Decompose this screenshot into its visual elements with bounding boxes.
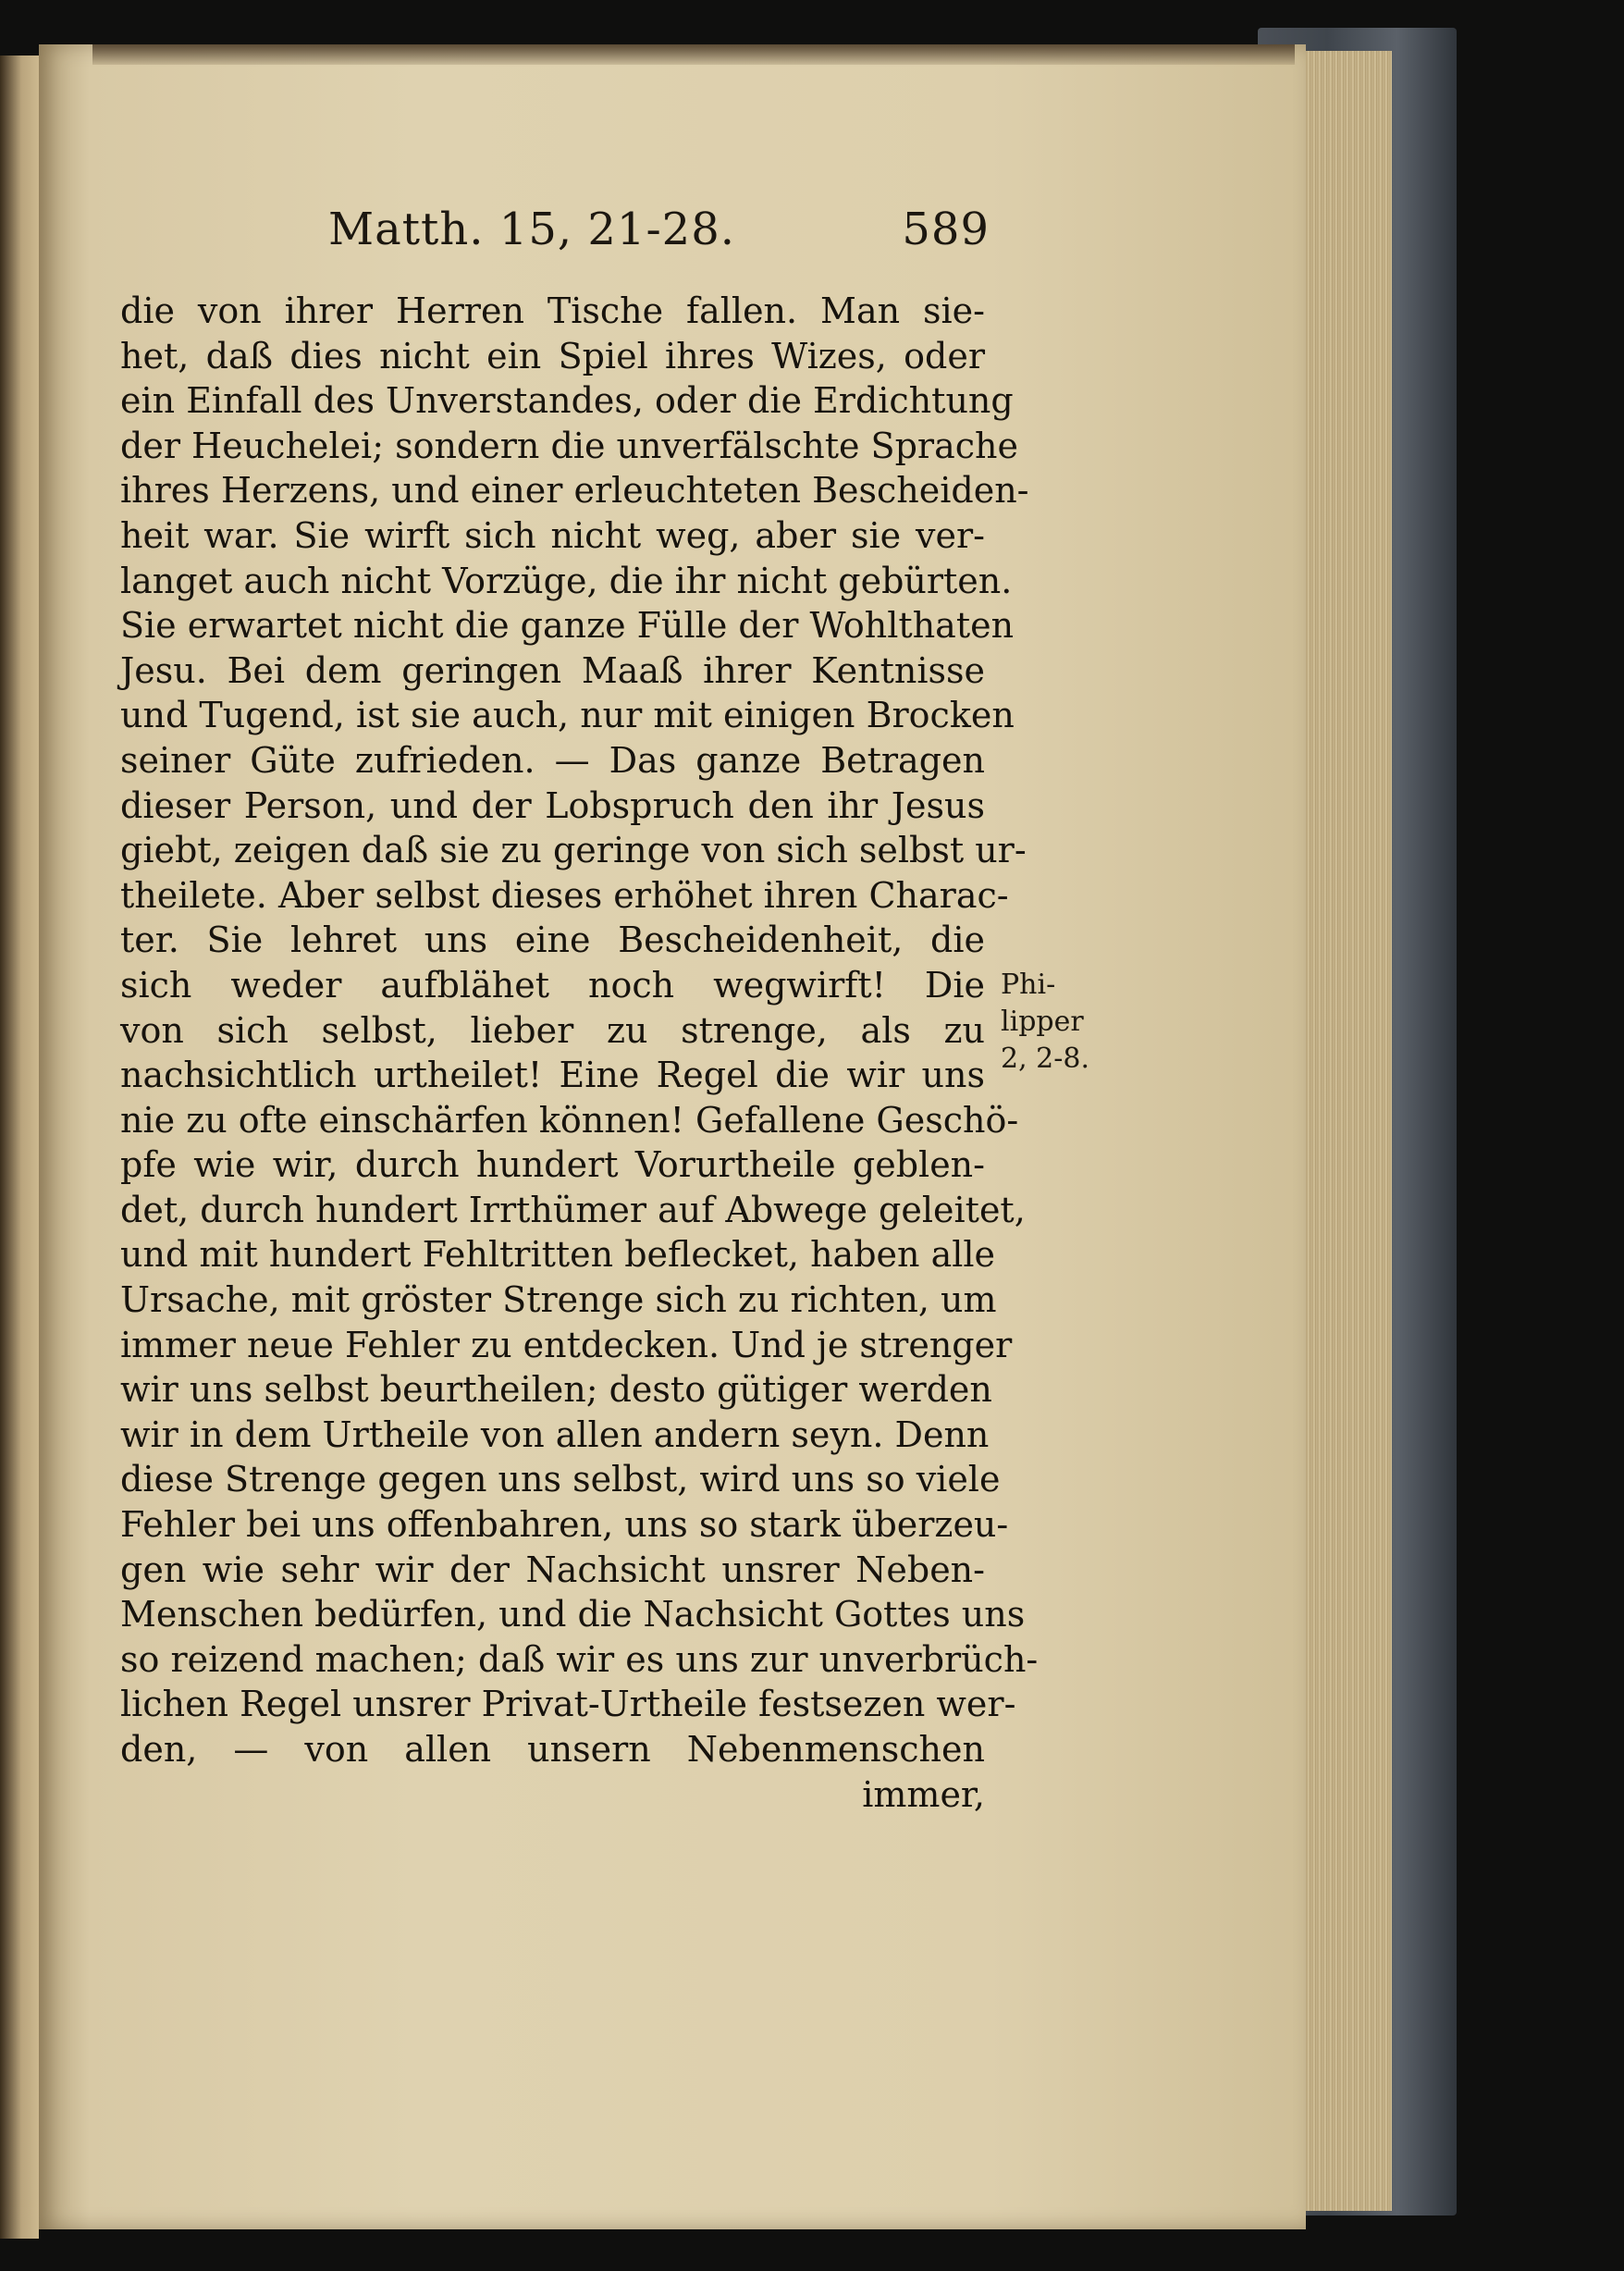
text-line: nie zu ofte einschärfen können! Gefallene Geschö- [120, 1099, 1019, 1141]
text-line: und Tugend, ist sie auch, nur mit einigen Brocken [120, 695, 1015, 736]
text-line: langet auch nicht Vorzüge, die ihr nicht gebürten. [120, 560, 1013, 601]
text-line: Menschen bedürfen, und die Nachsicht Gottes uns [120, 1594, 1026, 1635]
text-line: Jesu. Bei dem geringen Maaß ihrer Kentnisse [120, 649, 985, 691]
margin-note-line: lipper [1001, 1006, 1084, 1038]
text-line: theilete. Aber selbst dieses erhöhet ihren Charac- [120, 874, 1009, 916]
text-line: ter. Sie lehret uns eine Bescheidenheit, die [120, 920, 985, 961]
text-line: het, daß dies nicht ein Spiel ihres Wizes, oder [120, 335, 985, 376]
text-line: heit war. Sie wirft sich nicht weg, aber sie ver- [120, 514, 985, 556]
text-line: Sie erwartet nicht die ganze Fülle der Wohlthaten [120, 605, 1015, 647]
text-line: der Heuchelei; sondern die unverfälschte Sprache [120, 425, 1018, 466]
text-line: ein Einfall des Unverstandes, oder die Erdichtung [120, 380, 1014, 422]
text-line: pfe wie wir, durch hundert Vorurtheile geblen- [120, 1144, 985, 1186]
text-line: Ursache, mit gröster Strenge sich zu richten, um [120, 1279, 997, 1321]
catchword: immer, [862, 1773, 985, 1815]
text-line: die von ihrer Herren Tische fallen. Man sie- [120, 290, 985, 331]
margin-note-line: Phi- [1001, 969, 1056, 1001]
text-line: wir in dem Urtheile von allen andern seyn. Denn [120, 1413, 990, 1455]
text-line: nachsichtlich urtheilet! Eine Regel die wir uns [120, 1055, 985, 1096]
text-line: so reizend machen; daß wir es uns zur unverbrüch- [120, 1638, 1039, 1680]
text-line: immer neue Fehler zu entdecken. Und je strenger [120, 1324, 1013, 1365]
text-line: lichen Regel unsrer Privat-Urtheile festsezen wer- [120, 1684, 1016, 1725]
margin-note [1001, 967, 1126, 1078]
left-page-edge [0, 56, 39, 2239]
text-line: det, durch hundert Irrthümer auf Abwege geleitet, [120, 1189, 1026, 1230]
top-show-through [92, 44, 1295, 65]
margin-note-line: 2, 2-8. [1001, 1043, 1090, 1075]
text-line: Fehler bei uns offenbahren, uns so stark überzeu- [120, 1504, 1009, 1546]
text-line: von sich selbst, lieber zu strenge, als zu [120, 1009, 985, 1051]
text-line: den, — von allen unsern Nebenmenschen [120, 1729, 985, 1770]
text-line: diese Strenge gegen uns selbst, wird uns so viele [120, 1459, 1001, 1500]
page-block-edge [1299, 51, 1392, 2211]
text-line: und mit hundert Fehltritten beflecket, haben alle [120, 1234, 996, 1276]
page-header [328, 204, 990, 270]
text-line: wir uns selbst beurtheilen; desto gütiger werden [120, 1369, 992, 1411]
text-line: giebt, zeigen daß sie zu geringe von sich selbst ur- [120, 830, 1027, 871]
text-line: sich weder aufblähet noch wegwirft! Die [120, 964, 985, 1006]
text-line: seiner Güte zufrieden. — Das ganze Betragen [120, 739, 985, 781]
text-line: ihres Herzens, und einer erleuchteten Bescheiden- [120, 470, 1029, 512]
running-title: Matth. 15, 21-28. [328, 204, 735, 255]
page-number: 589 [902, 204, 990, 255]
text-line: dieser Person, und der Lobspruch den ihr Jesus [120, 784, 985, 826]
text-line: gen wie sehr wir der Nachsicht unsrer Neben- [120, 1549, 985, 1590]
